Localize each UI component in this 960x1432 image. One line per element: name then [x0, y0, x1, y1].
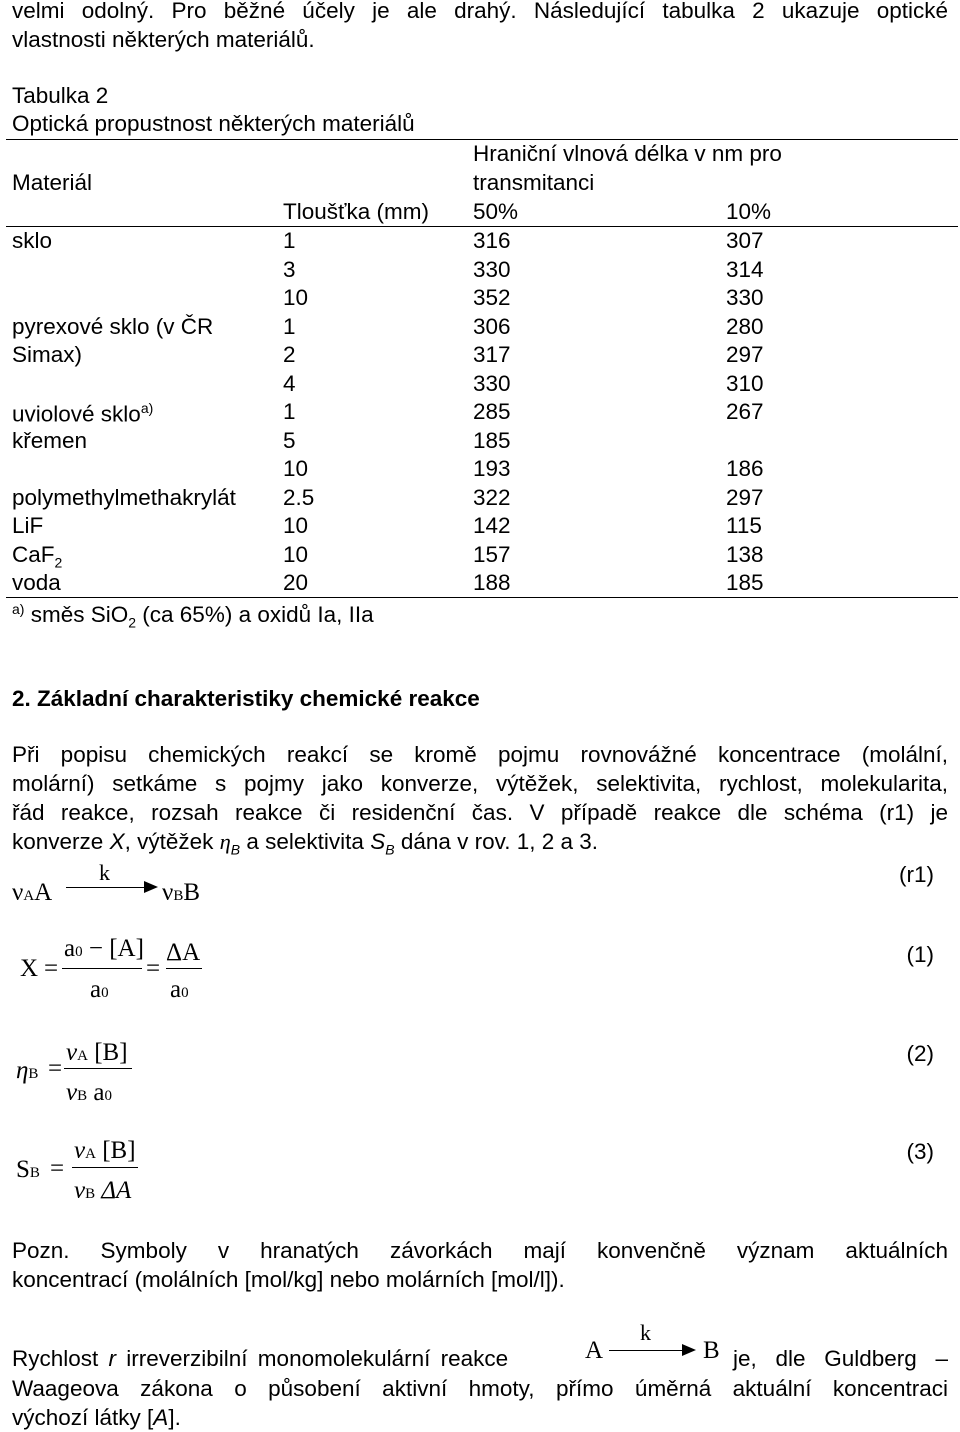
rate-line-2: Waageova zákona o působení aktivní hmoty, přímo úměrná aktuální koncentraci: [12, 1376, 948, 1401]
intro-line-1: velmi odolný. Pro běžné účely je ale drahý. Následující tabulka 2 ukazuje optické: [12, 0, 948, 23]
s-symbol: S: [16, 1156, 30, 1183]
cell-t50: 322: [473, 485, 511, 510]
eq1-equals: =: [44, 955, 59, 982]
species-b: B: [183, 879, 201, 906]
conc-b: [B]: [102, 1137, 136, 1164]
r1-product: [162, 880, 200, 905]
paragraph-line-3: řád reakce, rozsah reakce či residenční čas. V případě reakce dle schéma (r1) je: [12, 800, 948, 825]
delta-a: ΔA: [101, 1177, 132, 1204]
footnote-marker: a): [140, 400, 154, 416]
nu-subscript: B: [85, 1186, 96, 1202]
a-symbol: a: [64, 935, 76, 962]
eq2-equals: =: [48, 1055, 63, 1082]
cell-t10: 297: [726, 485, 764, 510]
section-heading: 2. Základní charakteristiky chemické reakce: [12, 686, 480, 711]
paragraph-line-2: molární) setkáme s pojmy jako konverze, výtěžek, selektivita, rychlost, molekularita,: [12, 771, 948, 796]
table-footnote: [12, 602, 374, 630]
cell-thickness: 4: [283, 371, 296, 396]
cell-t10: 138: [726, 542, 764, 567]
nu-subscript: A: [77, 1048, 88, 1064]
header-material: Materiál: [12, 170, 93, 195]
rate-arrow-head: [682, 1344, 696, 1356]
cell-material: křemen: [12, 428, 88, 453]
equation-number-2: (2): [906, 1041, 934, 1066]
note-line-2: koncentrací (molálních [mol/kg] nebo molárních [mol/l]).: [12, 1267, 565, 1292]
eq3-fraction-bar: [72, 1167, 138, 1168]
text: ].: [168, 1405, 181, 1430]
subscript: 2: [54, 554, 63, 571]
text: a selektivita: [240, 829, 371, 854]
rate-constant-k: k: [640, 1320, 651, 1345]
r1-rate-constant: k: [99, 860, 110, 885]
r1-arrow-line: [66, 887, 146, 888]
rate-species-a: A: [585, 1337, 604, 1364]
a-subscript: 0: [181, 985, 189, 1001]
cell-t50: 185: [473, 428, 511, 453]
rate-arrow-line: [609, 1350, 684, 1351]
cell-t50: 317: [473, 342, 511, 367]
header-wavelength-line-2: transmitanci: [473, 170, 595, 195]
eta-subscript: B: [28, 1066, 39, 1082]
rate-species-b: B: [703, 1337, 720, 1364]
table-header-rule: [6, 226, 958, 227]
cell-thickness: 10: [283, 513, 309, 538]
eq1-denominator-2: [170, 977, 189, 1002]
cell-thickness: 1: [283, 399, 296, 424]
cell-material: [12, 401, 153, 426]
intro-paragraph: [12, 0, 948, 54]
eq1-denominator: [90, 977, 109, 1002]
text: dána v rov. 1, 2 a 3.: [394, 829, 599, 854]
rate-line-1-end: je, dle Guldberg –: [733, 1346, 948, 1371]
material-name: uviolové sklo: [12, 401, 141, 427]
cell-t10: 297: [726, 342, 764, 367]
r1-arrow-head: [144, 881, 158, 893]
cell-t50: 157: [473, 542, 511, 567]
eq1-numerator: [64, 936, 144, 961]
cell-t50: 306: [473, 314, 511, 339]
note-paragraph: [12, 1236, 948, 1294]
a-symbol: a: [93, 1079, 105, 1106]
symbol-eta-sub: B: [230, 841, 241, 858]
cell-material: voda: [12, 570, 61, 595]
footnote-text-b: (ca 65%) a oxidů Ia, IIa: [136, 602, 374, 627]
a-subscript: 0: [104, 1088, 112, 1104]
eq1-delta-a: ΔA: [166, 939, 201, 966]
cell-t10: 185: [726, 570, 764, 595]
equation-number-1: (1): [906, 942, 934, 967]
r1-reactant: [12, 880, 52, 905]
nu-subscript: A: [23, 888, 35, 904]
cell-thickness: 1: [283, 228, 296, 253]
cell-t10: 330: [726, 285, 764, 310]
text: výchozí látky [: [12, 1405, 154, 1430]
eta-symbol: η: [16, 1057, 29, 1084]
symbol-eta: η: [219, 829, 231, 854]
eq3-equals: =: [50, 1155, 65, 1182]
symbol-s-sub: B: [385, 841, 395, 858]
text: , výtěžek: [124, 829, 220, 854]
eq1-x: X: [20, 955, 39, 982]
a-symbol: a: [90, 976, 102, 1003]
nu-symbol: ν: [12, 879, 24, 906]
nu-subscript: B: [173, 888, 184, 904]
cell-t10: 310: [726, 371, 764, 396]
a-symbol: a: [170, 976, 182, 1003]
nu-subscript: A: [85, 1146, 96, 1162]
cell-t50: 142: [473, 513, 511, 538]
table-subtitle: Optická propustnost některých materiálů: [12, 111, 415, 136]
cell-material: LiF: [12, 513, 44, 538]
cell-thickness: 10: [283, 456, 309, 481]
equation-number-3: (3): [906, 1139, 934, 1164]
rate-line-1-start: [12, 1348, 508, 1371]
eq2-denominator: [66, 1080, 112, 1105]
table-top-rule: [6, 139, 958, 140]
intro-line-2: vlastnosti některých materiálů.: [12, 27, 315, 52]
a-subscript: 0: [75, 944, 83, 960]
cell-t10: 186: [726, 456, 764, 481]
minus: −: [88, 935, 103, 962]
eq1-fraction-bar-2: [166, 968, 202, 969]
paragraph-line-1: Při popisu chemických reakcí se kromě pojmu rovnovážné koncentrace (molální,: [12, 742, 948, 767]
cell-thickness: 1: [283, 314, 296, 339]
eq3-s: [16, 1157, 40, 1182]
cell-t50: 193: [473, 456, 511, 481]
text: Rychlost: [12, 1346, 109, 1371]
cell-material: polymethylmethakrylát: [12, 485, 236, 510]
symbol-s: S: [370, 829, 386, 854]
nu-symbol: ν: [74, 1177, 86, 1204]
rate-lines: [12, 1374, 948, 1432]
cell-material: Simax): [12, 342, 83, 367]
footnote-text-a: směs SiO: [24, 602, 129, 627]
species-a: A: [34, 879, 53, 906]
symbol-x: X: [109, 829, 125, 854]
material-name: CaF: [12, 542, 55, 567]
cell-t10: 307: [726, 228, 764, 253]
text: konverze: [12, 829, 110, 854]
a-subscript: 0: [101, 985, 109, 1001]
cell-material: sklo: [12, 228, 53, 253]
eq2-fraction-bar: [64, 1068, 132, 1069]
cell-t50: 330: [473, 257, 511, 282]
header-50-percent: 50%: [473, 199, 519, 224]
conc-a: [A]: [109, 935, 144, 962]
cell-thickness: 2.5: [283, 485, 315, 510]
section-paragraph: [12, 740, 948, 865]
table-caption: Tabulka 2: [12, 83, 109, 108]
eq3-denominator: [74, 1178, 131, 1203]
header-10-percent: 10%: [726, 199, 772, 224]
s-subscript: B: [29, 1165, 40, 1181]
cell-t50: 352: [473, 285, 511, 310]
cell-t50: 285: [473, 399, 511, 424]
cell-thickness: 5: [283, 428, 296, 453]
eq2-eta: [16, 1058, 38, 1083]
nu-symbol: ν: [162, 879, 174, 906]
footnote-marker: a): [12, 601, 25, 617]
equation-number-r1: (r1): [899, 862, 934, 887]
cell-thickness: 20: [283, 570, 309, 595]
cell-t10: 267: [726, 399, 764, 424]
header-wavelength-line-1: Hraniční vlnová délka v nm pro: [473, 141, 782, 166]
eq1-fraction-bar: [62, 968, 142, 969]
cell-thickness: 3: [283, 257, 296, 282]
cell-t50: 316: [473, 228, 511, 253]
eq2-numerator: [66, 1040, 128, 1065]
cell-thickness: 2: [283, 342, 296, 367]
nu-symbol: ν: [74, 1137, 86, 1164]
table-bottom-rule: [6, 597, 958, 598]
symbol-r: r: [108, 1346, 117, 1371]
cell-t10: 115: [726, 513, 762, 538]
symbol-a: A: [153, 1405, 169, 1430]
cell-t10: 280: [726, 314, 764, 339]
cell-thickness: 10: [283, 542, 309, 567]
text: irreverzibilní monomolekulární reakce: [116, 1346, 509, 1371]
rate-line-3: [12, 1403, 948, 1432]
footnote-subscript: 2: [128, 614, 137, 631]
cell-t10: 314: [726, 257, 764, 282]
header-thickness: Tloušťka (mm): [283, 199, 429, 224]
cell-t50: 330: [473, 371, 511, 396]
conc-b: [B]: [94, 1039, 128, 1066]
cell-material: pyrexové sklo (v ČR: [12, 314, 214, 339]
paragraph-line-4: [12, 827, 948, 865]
nu-symbol: ν: [66, 1079, 78, 1106]
eq1-equals-2: =: [146, 955, 161, 982]
note-line-1: Pozn. Symboly v hranatých závorkách mají konvenčně význam aktuálních: [12, 1238, 948, 1263]
nu-subscript: B: [77, 1088, 88, 1104]
cell-t50: 188: [473, 570, 511, 595]
nu-symbol: ν: [66, 1039, 78, 1066]
eq3-numerator: [74, 1138, 136, 1163]
cell-thickness: 10: [283, 285, 309, 310]
cell-material: [12, 544, 62, 570]
